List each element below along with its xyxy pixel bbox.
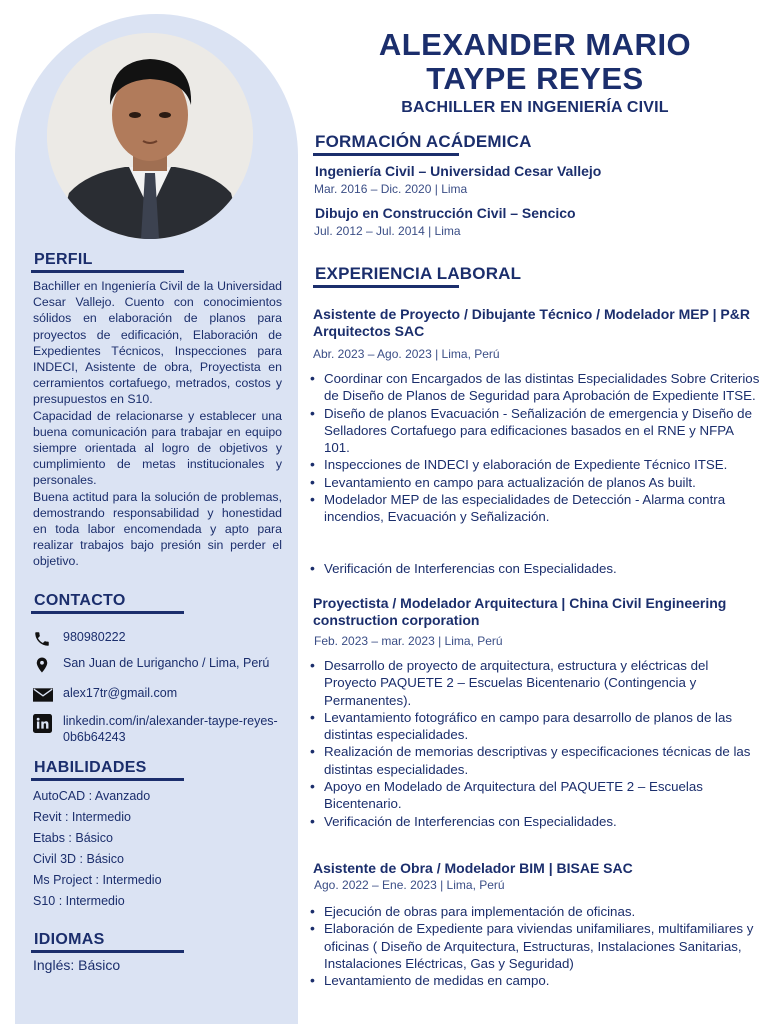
linkedin-icon [33,713,55,733]
contact-email-text: alex17tr@gmail.com [63,686,178,700]
name-line-2: TAYPE REYES [426,61,644,96]
list-item: • Ejecución de obras para implementación de oficinas. [309,903,761,920]
list-item: • Levantamiento de medidas en campo. [309,972,761,989]
education-item-title: Ingeniería Civil – Universidad Cesar Vallejo [315,163,602,179]
job-meta: Feb. 2023 – mar. 2023 | Lima, Perú [314,634,503,648]
list-item: • Levantamiento fotográfico en campo para desarrollo de planos de las distintas especialidades. [309,709,761,744]
contact-heading-rule [31,611,184,614]
profile-paragraph: Buena actitud para la solución de problemas, demostrando responsabilidad y honestidad en toda labor encomendada y apto para realizar trabajos bajo presión sin perder el objetivo. [33,489,282,569]
profile-text [33,278,282,570]
languages-heading: IDIOMAS [34,931,105,948]
list-item: • Diseño de planos Evacuación - Señalización de emergencia y Diseño de Selladores Cortafuego para edificaciones basados en el RNE y NFPA 101. [309,405,761,457]
education-heading: FORMACIÓN ACÁDEMICA [315,132,532,151]
job-meta: Ago. 2022 – Ene. 2023 | Lima, Perú [314,878,505,892]
skill-item: Civil 3D : Básico [33,852,124,866]
skills-heading: HABILIDADES [34,759,147,776]
education-item-meta: Mar. 2016 – Dic. 2020 | Lima [314,182,468,196]
job-title: Asistente de Obra / Modelador BIM | BISAE SAC [313,860,633,876]
professional-title: BACHILLER EN INGENIERÍA CIVIL [401,99,669,116]
list-item: • Verificación de Interferencias con Especialidades. [309,813,761,830]
name-line-1: ALEXANDER MARIO [378,27,692,62]
contact-linkedin-text: linkedin.com/in/alexander-taype-reyes-0b6b64243 [63,714,278,744]
list-item: • Inspecciones de INDECI y elaboración de Expediente Técnico ITSE. [309,456,761,473]
list-item: • Levantamiento en campo para actualización de planos As built. [309,474,761,491]
skills-heading-rule [31,778,184,781]
contact-phone-text: 980980222 [63,630,126,644]
experience-heading: EXPERIENCIA LABORAL [315,264,522,283]
list-item: • Elaboración de Expediente para viviendas unifamiliares, multifamiliares y oficinas ( Diseño de Arquitectura, Estructuras, Instalaciones Sanitarias, Instalaciones Eléctricas, Gas y Seguridad) [309,920,761,972]
phone-icon [33,629,55,649]
job-title: Proyectista / Modelador Arquitectura | China Civil Engineering construction corporation [313,595,727,628]
profile-paragraph: Bachiller en Ingeniería Civil de la Universidad Cesar Vallejo. Cuento con conocimientos sólidos en elaboración de planos para proyectos de edificación, Elaboración de Expedientes Técnicos, Inspecciones para INDECI, Asistente de obra, Proyectista en cerramientos cortafuego, metrados, costos y presupuestos en S10. [33,279,282,407]
skill-item: AutoCAD : Avanzado [33,789,151,803]
list-item: • Realización de memorias descriptivas y especificaciones técnicas de las distintas especialidades. [309,743,761,778]
job-bullet-list [309,560,761,577]
job-bullet-list [309,370,761,526]
languages-heading-rule [31,950,184,953]
profile-photo [47,33,253,239]
skill-item: S10 : Intermedio [33,894,125,908]
job-title: Asistente de Proyecto / Dibujante Técnico / Modelador MEP | P&R Arquitectos SAC [313,306,750,339]
skill-item: Etabs : Básico [33,831,113,845]
list-item: • Verificación de Interferencias con Especialidades. [309,560,761,577]
contact-phone[interactable] [33,629,293,649]
list-item: • Apoyo en Modelado de Arquitectura del PAQUETE 2 – Escuelas Bicentenario. [309,778,761,813]
location-pin-icon [33,655,55,675]
job-meta: Abr. 2023 – Ago. 2023 | Lima, Perú [313,347,500,361]
contact-linkedin[interactable] [33,713,293,745]
list-item: • Modelador MEP de las especialidades de Detección - Alarma contra incendios, Evacuación y Señalización. [309,491,761,526]
education-item-meta: Jul. 2012 – Jul. 2014 | Lima [314,224,461,238]
experience-heading-rule [313,285,459,288]
list-item: • Coordinar con Encargados de las distintas Especialidades Sobre Criterios de Diseño de Planos de Seguridad para Aprobación de Expediente ITSE. [309,370,761,405]
job-bullet-list [309,657,761,830]
contact-heading: CONTACTO [34,592,126,609]
skill-item: Revit : Intermedio [33,810,131,824]
profile-paragraph: Capacidad de relacionarse y establecer una buena comunicación para trabajar en equipo siempre orientada al logro de objetivos y cumplimiento de metas institucionales y personales. [33,408,282,488]
language-item: Inglés: Básico [33,957,121,973]
profile-heading: PERFIL [34,251,93,268]
list-item: • Desarrollo de proyecto de arquitectura, estructura y eléctricas del Proyecto PAQUETE 2 – Escuelas Bicentenario (Contingencia y Permanentes). [309,657,761,709]
profile-heading-rule [31,270,184,273]
skill-item: Ms Project : Intermedio [33,873,162,887]
contact-location-text: San Juan de Lurigancho / Lima, Perú [63,656,270,670]
envelope-icon [33,685,55,705]
education-item-title: Dibujo en Construcción Civil – Sencico [315,205,576,221]
job-bullet-list [309,903,761,989]
contact-email[interactable] [33,685,293,705]
contact-location [33,655,293,675]
education-heading-rule [313,153,459,156]
